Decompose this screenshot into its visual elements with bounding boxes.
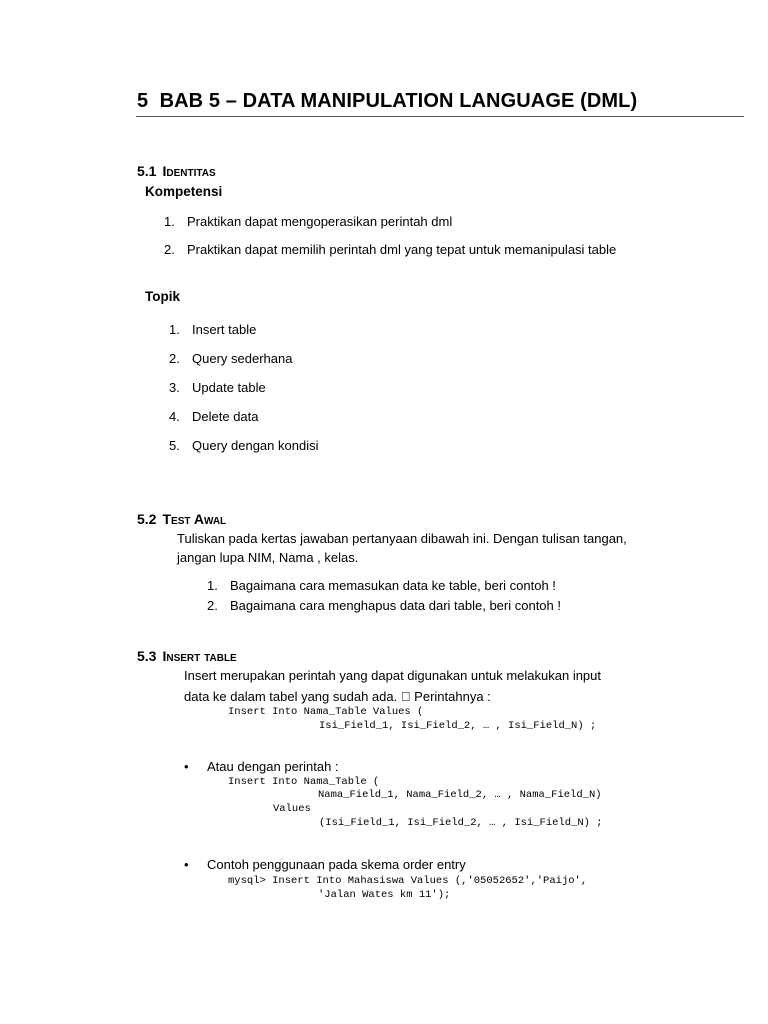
list-item: 5. [169, 438, 180, 453]
section-5-2-heading [137, 511, 226, 527]
list-item-text: Bagaimana cara menghapus data dari table, beri contoh ! [230, 598, 561, 613]
list-item: 4. [169, 409, 180, 424]
section-title: Insert table [162, 648, 237, 664]
list-item-text: Query sederhana [192, 351, 293, 366]
list-item-text: Praktikan dapat mengoperasikan perintah dml [187, 214, 453, 229]
code-line: Nama_Field_1, Nama_Field_2, … , Nama_Field_N) [318, 789, 602, 801]
section-5-3-heading [137, 648, 237, 664]
list-item: 2. [164, 242, 175, 257]
section-title: Test Awal [162, 511, 227, 527]
list-item-text: Praktikan dapat memilih perintah dml yang tepat untuk memanipulasi table [187, 242, 617, 257]
code-line: Insert Into Nama_Table ( [228, 776, 380, 788]
section-number: 5.3 [137, 648, 157, 664]
test-intro-line-2: jangan lupa NIM, Nama , kelas. [177, 550, 359, 565]
list-item-text: Update table [192, 380, 266, 395]
bullet-text: Atau dengan perintah : [207, 759, 339, 774]
bullet-symbol: • [184, 857, 189, 872]
chapter-heading [137, 90, 637, 113]
insert-desc-line-1: Insert merupakan perintah yang dapat digunakan untuk melakukan input [184, 668, 602, 683]
code-line: Isi_Field_1, Isi_Field_2, … , Isi_Field_N) ; [319, 720, 597, 732]
list-item: 2. [207, 598, 218, 613]
chapter-number: 5 [137, 90, 149, 112]
list-item-text: Delete data [192, 409, 259, 424]
list-item: 1. [207, 578, 218, 593]
list-item: 1. [169, 322, 180, 337]
code-line: 'Jalan Wates km 11'); [318, 889, 451, 901]
code-line: Values [273, 803, 311, 815]
section-5-1-heading [137, 163, 216, 179]
list-item: 1. [164, 214, 175, 229]
code-line: (Isi_Field_1, Isi_Field_2, … , Isi_Field_N) ; [319, 817, 603, 829]
section-number: 5.2 [137, 511, 157, 527]
list-item-text: Query dengan kondisi [192, 438, 319, 453]
section-title: Identitas [162, 163, 216, 179]
section-number: 5.1 [137, 163, 157, 179]
test-intro-line-1: Tuliskan pada kertas jawaban pertanyaan dibawah ini. Dengan tulisan tangan, [177, 531, 627, 546]
chapter-rule [136, 116, 744, 117]
code-line: mysql> Insert Into Mahasiswa Values (,'05052652','Paijo', [228, 875, 588, 887]
insert-desc-line-2: data ke dalam tabel yang sudah ada. Perintahnya : [184, 689, 478, 704]
list-item: 2. [169, 351, 180, 366]
list-item: 3. [169, 380, 180, 395]
bullet-symbol: • [184, 759, 189, 774]
list-item-text: Bagaimana cara memasukan data ke table, beri contoh ! [230, 578, 556, 593]
list-item-text: Insert table [192, 322, 257, 337]
kompetensi-label: Kompetensi [145, 184, 223, 199]
bullet-text: Contoh penggunaan pada skema order entry [207, 857, 466, 872]
code-line: Insert Into Nama_Table Values ( [228, 706, 424, 718]
topik-label: Topik [145, 289, 180, 304]
chapter-title: BAB 5 – DATA MANIPULATION LANGUAGE (DML) [159, 90, 638, 112]
